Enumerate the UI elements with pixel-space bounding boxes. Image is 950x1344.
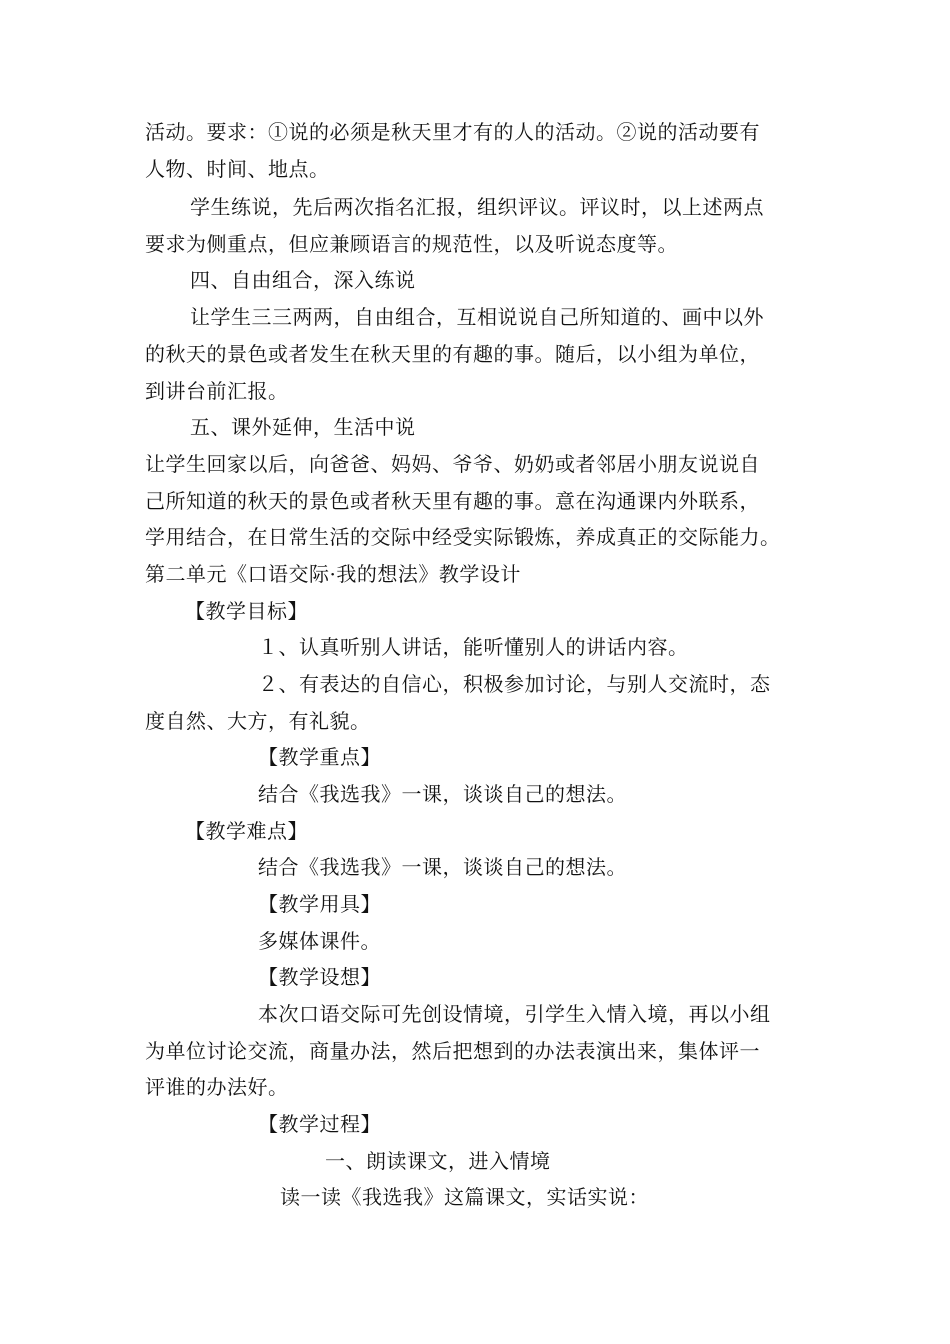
section-heading: 【教学过程】 [258, 1112, 381, 1136]
text-line: 学用结合，在日常生活的交际中经受实际锻炼，养成真正的交际能力。 [145, 525, 781, 549]
text-line: 读一读《我选我》这篇课文，实话实说： [280, 1185, 649, 1209]
section-heading: 【教学设想】 [258, 965, 381, 989]
text-line: 人物、时间、地点。 [145, 157, 330, 181]
section-heading: 五、课外延伸，生活中说 [190, 415, 416, 439]
text-line: 己所知道的秋天的景色或者秋天里有趣的事。意在沟通课内外联系， [145, 489, 760, 513]
text-line: 学生练说，先后两次指名汇报，组织评议。评议时，以上述两点 [190, 195, 764, 219]
text-line: 活动。要求：①说的必须是秋天里才有的人的活动。②说的活动要有 [145, 120, 760, 144]
section-heading: 【教学用具】 [258, 892, 381, 916]
section-heading: 【教学目标】 [185, 599, 308, 623]
text-line: 结合《我选我》一课，谈谈自己的想法。 [258, 782, 627, 806]
section-heading: 一、朗读课文，进入情境 [325, 1149, 551, 1173]
text-line: 本次口语交际可先创设情境，引学生入情入境，再以小组 [258, 1002, 771, 1026]
list-item: １、认真听别人讲话，能听懂别人的讲话内容。 [258, 635, 689, 659]
text-line: 评谁的办法好。 [145, 1075, 289, 1099]
text-line: 要求为侧重点，但应兼顾语言的规范性，以及听说态度等。 [145, 232, 678, 256]
document-title: 第二单元《口语交际·我的想法》教学设计 [145, 562, 521, 586]
list-item: ２、有表达的自信心，积极参加讨论，与别人交流时，态 [258, 672, 771, 696]
text-line: 让学生三三两两，自由组合，互相说说自己所知道的、画中以外 [190, 305, 764, 329]
text-line: 让学生回家以后，向爸爸、妈妈、爷爷、奶奶或者邻居小朋友说说自 [145, 452, 760, 476]
text-line: 多媒体课件。 [258, 929, 381, 953]
text-line: 到讲台前汇报。 [145, 379, 289, 403]
text-line: 的秋天的景色或者发生在秋天里的有趣的事。随后，以小组为单位， [145, 342, 760, 366]
text-line: 为单位讨论交流，商量办法，然后把想到的办法表演出来，集体评一 [145, 1039, 760, 1063]
text-line: 结合《我选我》一课，谈谈自己的想法。 [258, 855, 627, 879]
text-line: 度自然、大方，有礼貌。 [145, 709, 371, 733]
section-heading: 【教学重点】 [258, 745, 381, 769]
section-heading: 四、自由组合，深入练说 [190, 268, 416, 292]
section-heading: 【教学难点】 [185, 819, 308, 843]
